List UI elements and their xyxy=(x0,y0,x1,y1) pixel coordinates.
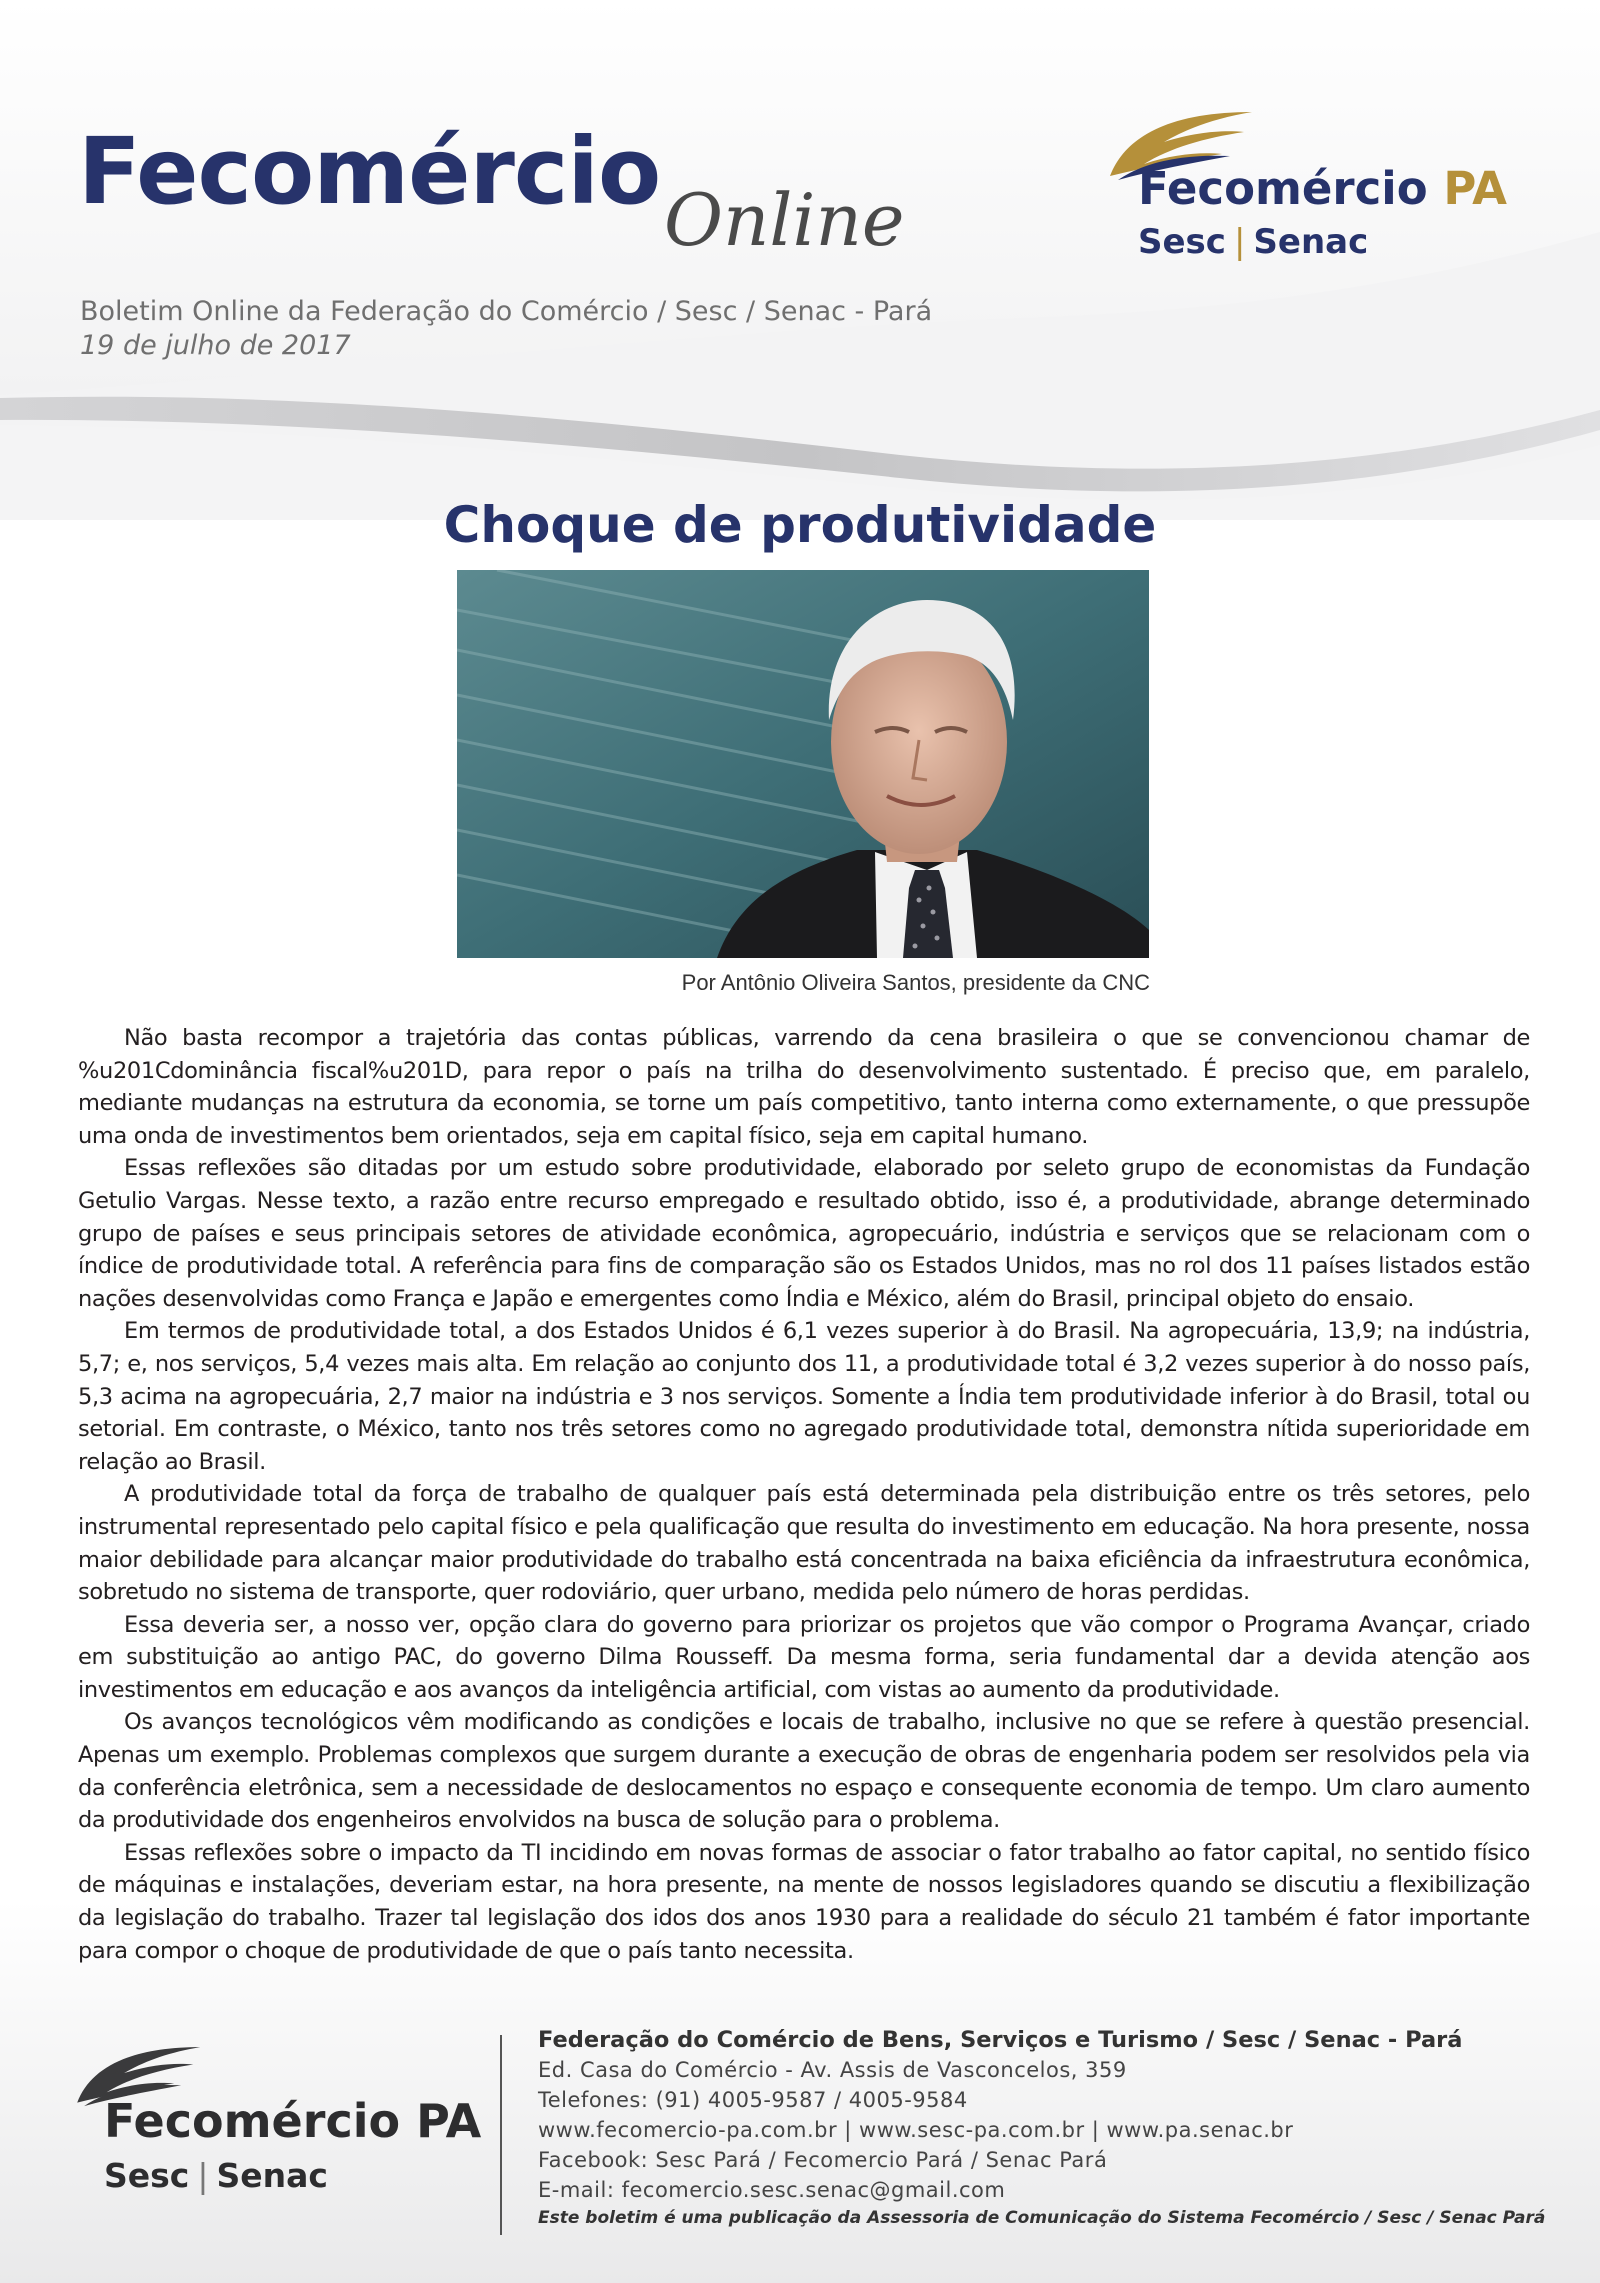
logo-sub-separator: | xyxy=(1233,222,1246,262)
footer-logo-name: Fecomércio xyxy=(104,2094,401,2148)
article-paragraph: A produtividade total da força de trabalho de qualquer país está determinada pela distribuição entre os três setores, pelo instrumental representado pelo capital físico e pela qualificação que resulta do investimento em educação. Na hora presente, nossa maior debilidade para alcançar maior produtividade do trabalho está concentrada na baixa eficiência da infraestrutura econômica, sobretudo no sistema de transporte, quer rodoviário, quer urbano, medida pelo número de horas perdidas. xyxy=(78,1481,1530,1606)
article-title: Choque de produtividade xyxy=(443,496,1157,554)
footer-logo-sub-sesc: Sesc xyxy=(104,2156,190,2195)
footer-facebook: Facebook: Sesc Pará / Fecomercio Pará / Senac Pará xyxy=(538,2148,1108,2172)
newsletter-title: Fecomércio xyxy=(78,118,661,225)
logo-name: Fecomércio xyxy=(1138,162,1428,215)
footer-logo-sub-senac: Senac xyxy=(216,2156,328,2195)
article-paragraph: Essa deveria ser, a nosso ver, opção clara do governo para priorizar os projetos que vão compor o Programa Avançar, criado em substituição ao antigo PAC, do governo Dilma Rousseff. Da mesma forma, seria fundamental dar a devida atenção aos investimentos em educação e aos avanços da inteligência artificial, com vistas ao aumento da produtividade. xyxy=(78,1611,1530,1703)
header-logo xyxy=(1096,100,1536,270)
footer-contact-info xyxy=(538,2025,1558,2231)
article-paragraph: Essas reflexões sobre o impacto da TI incidindo em novas formas de associar o fator trabalho ao fator capital, no sentido físico de máquinas e instalações, deveriam estar, na hora presente, na mente de nossos legisladores quando se discutiu a flexibilização da legislação do trabalho. Trazer tal legislação dos idos dos anos 1930 para a realidade do século 21 também é fator importante para compor o choque de produtividade de que o país tanto necessita. xyxy=(78,1839,1530,1964)
photo-caption: Por Antônio Oliveira Santos, presidente da CNC xyxy=(681,970,1150,995)
article-body xyxy=(78,1022,1530,1967)
footer-note: Este boletim é uma publicação da Assessoria de Comunicação do Sistema Fecomércio / Sesc / Senac Pará xyxy=(538,2208,1546,2228)
footer-phones: Telefones: (91) 4005-9587 / 4005-9584 xyxy=(538,2088,968,2112)
logo-name-suffix: PA xyxy=(1443,162,1508,215)
footer-logo-sub-separator: | xyxy=(197,2156,209,2195)
logo-sub-senac: Senac xyxy=(1253,222,1369,262)
article-paragraph: Em termos de produtividade total, a dos Estados Unidos é 6,1 vezes superior à do Brasil. Na agropecuária, 13,9; na indústria, 5,7; e, nos serviços, 5,4 vezes mais alta. Em relação ao conjunto dos 11, a produtividade total é 3,2 vezes superior à do nosso país, 5,3 acima na agropecuária, 2,7 maior na indústria e 3 nos serviços. Somente a Índia tem produtividade inferior à do Brasil, total ou setorial. Em contraste, o México, tanto nos três setores como no agregado produtividade total, demonstra nítida superioridade em relação ao Brasil. xyxy=(78,1318,1530,1475)
footer-divider xyxy=(500,2035,502,2235)
newsletter-subtitle: Boletim Online da Federação do Comércio / Sesc / Senac - Pará xyxy=(80,296,933,327)
article-paragraph: Essas reflexões são ditadas por um estudo sobre produtividade, elaborado por seleto grupo de economistas da Fundação Getulio Vargas. Nesse texto, a razão entre recurso empregado e resultado obtido, isso é, a produtividade, abrange determinado grupo de países e seus principais setores de atividade econômica, agropecuário, indústria e serviços que se relacionam com o índice de produtividade total. A referência para fins de comparação são os Estados Unidos, mas no rol dos 11 países listados estão nações desenvolvidas como França e Japão e emergentes como Índia e México, além do Brasil, principal objeto do ensaio. xyxy=(78,1155,1530,1312)
author-portrait-photo xyxy=(457,570,1149,958)
footer-address: Ed. Casa do Comércio - Av. Assis de Vasconcelos, 359 xyxy=(538,2058,1127,2082)
author-portrait-icon xyxy=(457,570,1149,958)
article-paragraph: Não basta recompor a trajetória das contas públicas, varrendo da cena brasileira o que se convencionou chamar de %u201Cdominância fiscal%u201D, para repor o país na trilha do desenvolvimento sustentado. É preciso que, em paralelo, mediante mudanças na estrutura da economia, se torne um país competitivo, tanto interna como externamente, o que pressupõe uma onda de investimentos bem orientados, seja em capital físico, seja em capital humano. xyxy=(78,1025,1530,1149)
newsletter-title-script: Online xyxy=(664,178,905,262)
article-paragraph: Os avanços tecnológicos vêm modificando as condições e locais de trabalho, inclusive no que se refere à questão presencial. Apenas um exemplo. Problemas complexos que surgem durante a execução de obras de engenharia podem ser resolvidos pela via da conferência eletrônica, sem a necessidade de deslocamentos no espaço e consequente economia de tempo. Um claro aumento da produtividade dos engenheiros envolvidos na busca de solução para o problema. xyxy=(78,1709,1530,1834)
footer-email[interactable]: E-mail: fecomercio.sesc.senac@gmail.com xyxy=(538,2178,1006,2202)
footer-org-name: Federação do Comércio de Bens, Serviços e Turismo / Sesc / Senac - Pará xyxy=(538,2027,1463,2053)
footer-websites[interactable]: www.fecomercio-pa.com.br | www.sesc-pa.com.br | www.pa.senac.br xyxy=(538,2118,1294,2142)
footer-logo-name-suffix: PA xyxy=(416,2094,482,2148)
logo-sub-sesc: Sesc xyxy=(1138,222,1226,262)
footer-logo xyxy=(70,2030,490,2210)
publication-date: 19 de julho de 2017 xyxy=(80,330,351,361)
